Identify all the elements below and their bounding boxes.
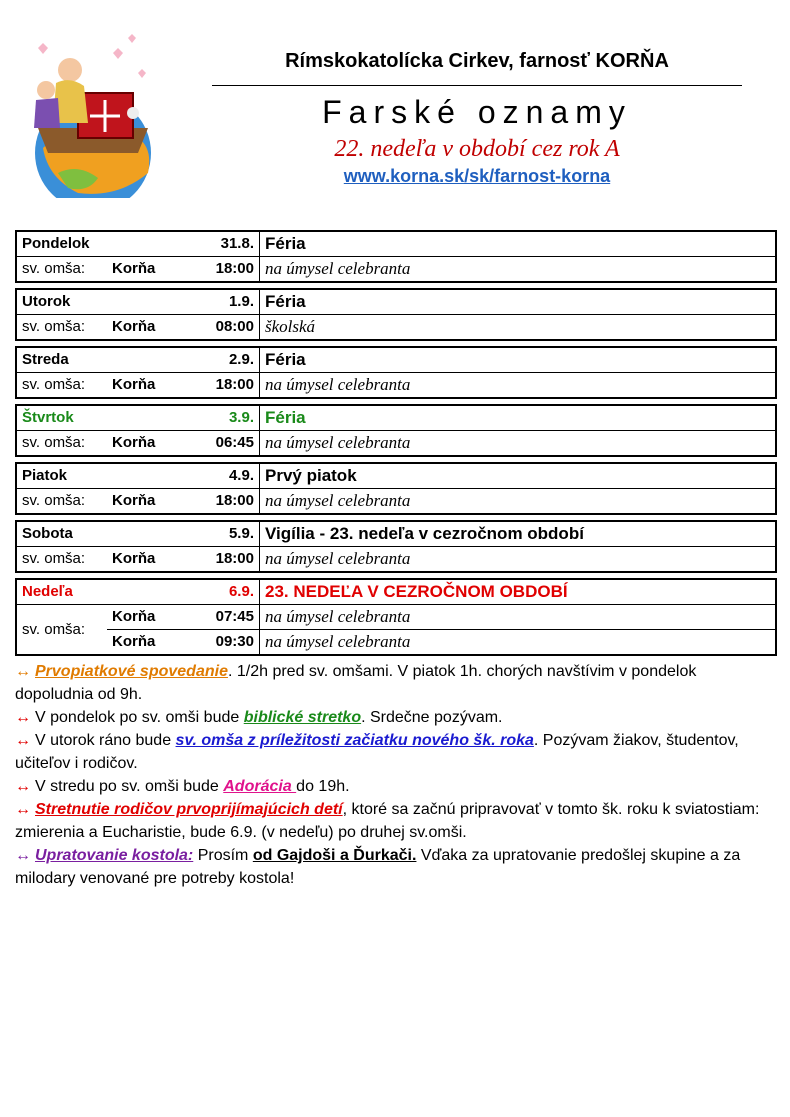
mass-label: sv. omša:	[22, 550, 86, 567]
day-date: 6.9.	[182, 580, 260, 604]
day-name: Nedeľa	[22, 583, 73, 600]
mass-intention: školská	[265, 317, 316, 336]
double-arrow-icon: ↔	[15, 732, 31, 749]
announcement-school-mass	[15, 729, 770, 775]
announcement-highlight: Stretnutie rodičov prvoprijímajúcich detí	[35, 801, 343, 818]
double-arrow-icon: ↔	[15, 778, 31, 795]
mass-intention: na úmysel celebranta	[265, 549, 411, 568]
header-divider	[212, 85, 742, 86]
mass-label: sv. omša:	[22, 260, 86, 277]
mass-time: 09:30	[182, 630, 260, 654]
announcement-highlight: biblické stretko	[243, 709, 362, 726]
announcement-parents-meeting	[15, 798, 770, 844]
mass-intention: na úmysel celebranta	[265, 433, 411, 452]
announcement-text: V stredu po sv. omši bude	[35, 778, 224, 795]
liturgical-week: 22. nedeľa v období cez rok A	[334, 136, 620, 162]
day-date: 5.9.	[182, 522, 260, 546]
parish-website-link[interactable]: www.korna.sk/sk/farnost-korna	[343, 166, 611, 186]
mass-time: 18:00	[182, 373, 260, 397]
day-block-wednesday	[15, 346, 777, 399]
announcement-highlight: sv. omša z príležitosti začiatku nového šk. roka	[175, 732, 534, 749]
announcement-text: V pondelok po sv. omši bude	[35, 709, 244, 726]
day-feast: Prvý piatok	[265, 466, 357, 485]
announcement-text: . Srdečne pozývam.	[361, 709, 503, 726]
mass-intention: na úmysel celebranta	[265, 375, 411, 394]
mass-place: Korňa	[112, 434, 156, 451]
parish-title: Rímskokatolícka Cirkev, farnosť KORŇA	[285, 50, 669, 72]
announcement-bible-meeting	[15, 706, 770, 729]
parish-logo-illustration	[18, 28, 168, 198]
day-feast: Féria	[265, 350, 306, 369]
day-block-monday	[15, 230, 777, 283]
mass-time: 07:45	[182, 605, 260, 629]
day-feast: Féria	[265, 234, 306, 253]
mass-time: 18:00	[182, 547, 260, 571]
mass-place: Korňa	[112, 550, 156, 567]
announcement-text: . Pozývam žiakov, študentov, učiteľov i rodičov.	[15, 732, 739, 772]
day-name: Štvrtok	[22, 409, 74, 426]
day-name: Streda	[22, 351, 69, 368]
day-date: 4.9.	[182, 464, 260, 488]
day-block-sunday	[15, 578, 777, 656]
announcement-highlight: Adorácia	[223, 778, 297, 795]
day-name: Sobota	[22, 525, 73, 542]
day-date: 31.8.	[182, 232, 260, 256]
day-date: 1.9.	[182, 290, 260, 314]
day-block-tuesday	[15, 288, 777, 341]
mass-place: Korňa	[112, 318, 156, 335]
announcement-highlight: Prvopiatkové spovedanie	[35, 663, 228, 680]
day-block-friday	[15, 462, 777, 515]
day-name: Pondelok	[22, 235, 90, 252]
mass-place: Korňa	[112, 376, 156, 393]
day-date: 2.9.	[182, 348, 260, 372]
day-feast: Féria	[265, 292, 306, 311]
mass-intention: na úmysel celebranta	[265, 491, 411, 510]
mass-label: sv. omša:	[22, 434, 86, 451]
double-arrow-icon: ↔	[15, 663, 31, 680]
day-block-thursday	[15, 404, 777, 457]
announcement-text: , ktoré sa začnú pripravovať v tomto šk. roku k sviatostiam: zmierenia a Eucharistie, bude 6.9. (v nedeľu) po druhej sv.omši.	[15, 801, 760, 841]
mass-label: sv. omša:	[22, 492, 86, 509]
announcement-adoration	[15, 775, 770, 798]
announcement-text: V utorok ráno bude	[35, 732, 176, 749]
announcement-text: . 1/2h pred sv. omšami. V piatok 1h. chorých navštívim v pondelok dopoludnia od 9h.	[15, 663, 697, 703]
announcement-text: Prosím	[193, 847, 253, 864]
announcement-highlight: Upratovanie kostola:	[35, 847, 194, 864]
double-arrow-icon: ↔	[15, 801, 31, 818]
mass-time: 08:00	[182, 315, 260, 339]
double-arrow-icon: ↔	[15, 709, 31, 726]
mass-intention: na úmysel celebranta	[265, 607, 411, 626]
day-date: 3.9.	[182, 406, 260, 430]
mass-intention: na úmysel celebranta	[265, 632, 411, 651]
bulletin-title: Farské oznamy	[322, 94, 632, 130]
mass-label: sv. omša:	[22, 621, 86, 638]
mass-time: 18:00	[182, 257, 260, 281]
day-feast: 23. NEDEĽA V CEZROČNOM OBDOBÍ	[265, 582, 568, 601]
mass-place: Korňa	[112, 633, 156, 650]
day-name: Utorok	[22, 293, 71, 310]
mass-place: Korňa	[112, 492, 156, 509]
day-feast: Vigília - 23. nedeľa v cezročnom období	[265, 524, 584, 543]
announcement-text: do 19h.	[296, 778, 350, 795]
day-feast: Féria	[265, 408, 306, 427]
mass-place: Korňa	[112, 608, 156, 625]
mass-place: Korňa	[112, 260, 156, 277]
announcements	[15, 660, 770, 890]
cleaning-group: od Gajdoši a Ďurkači.	[252, 847, 417, 864]
day-block-saturday	[15, 520, 777, 573]
mass-intention: na úmysel celebranta	[265, 259, 411, 278]
day-name: Piatok	[22, 467, 68, 484]
announcement-confession	[15, 660, 770, 706]
mass-time: 06:45	[182, 431, 260, 455]
mass-label: sv. omša:	[22, 318, 86, 335]
double-arrow-icon: ↔	[15, 847, 31, 864]
announcement-text: Vďaka za upratovanie predošlej skupine a za milodary venované pre potreby kostola!	[15, 847, 741, 887]
mass-label: sv. omša:	[22, 376, 86, 393]
announcement-church-cleaning	[15, 844, 770, 890]
mass-time: 18:00	[182, 489, 260, 513]
